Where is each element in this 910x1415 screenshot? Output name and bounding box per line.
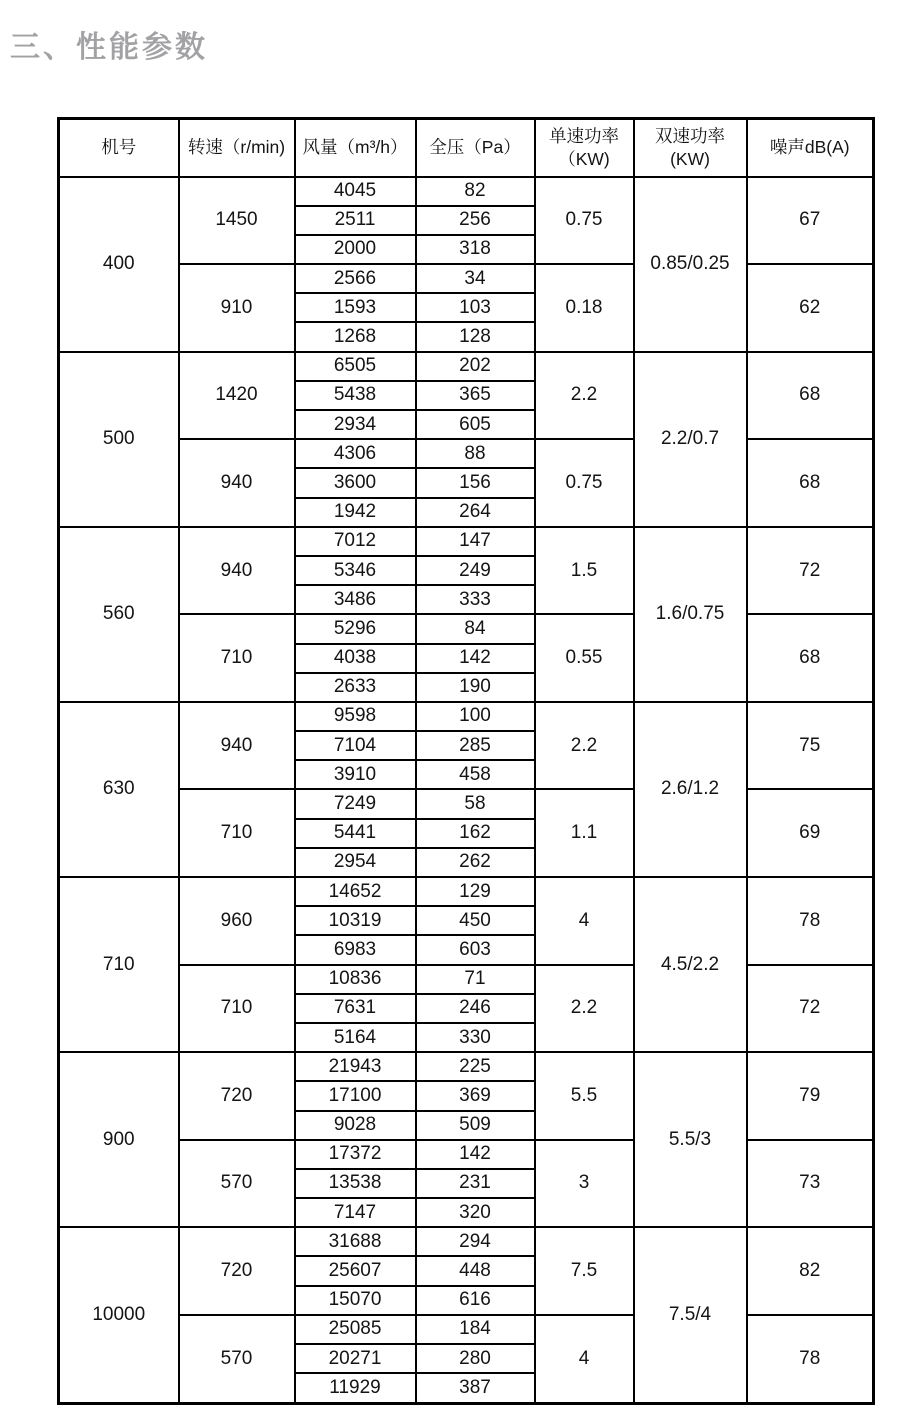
speed-cell: 720: [179, 1227, 295, 1315]
single-speed-power-cell: 4: [535, 1315, 634, 1404]
airflow-cell: 5441: [295, 819, 416, 848]
column-header-label: 噪声dB(A): [769, 137, 850, 158]
pressure-cell: 128: [416, 322, 535, 351]
speed-cell: 1420: [179, 352, 295, 440]
airflow-cell: 7012: [295, 527, 416, 556]
table-row: [59, 177, 874, 206]
pressure-cell: 330: [416, 1023, 535, 1052]
noise-cell: 82: [747, 1227, 874, 1315]
single-speed-power-cell: 5.5: [535, 1052, 634, 1140]
table-row: [59, 439, 874, 468]
table-row: [59, 1227, 874, 1256]
single-speed-power-cell: 2.2: [535, 965, 634, 1053]
airflow-cell: 31688: [295, 1227, 416, 1256]
table-row: [59, 702, 874, 731]
pressure-cell: 58: [416, 789, 535, 818]
pressure-cell: 162: [416, 819, 535, 848]
column-header-label-line2: （KW): [558, 148, 610, 169]
dual-speed-power-cell: 0.85/0.25: [634, 177, 747, 352]
pressure-cell: 142: [416, 1140, 535, 1169]
airflow-cell: 10836: [295, 965, 416, 994]
single-speed-power-cell: 1.1: [535, 789, 634, 877]
airflow-cell: 2511: [295, 206, 416, 235]
dual-speed-power-cell: 5.5/3: [634, 1052, 747, 1227]
single-speed-power-cell: 4: [535, 877, 634, 965]
pressure-cell: 318: [416, 235, 535, 264]
airflow-cell: 2954: [295, 848, 416, 877]
model-cell: 710: [59, 877, 179, 1052]
column-header: [416, 119, 535, 177]
pressure-cell: 142: [416, 644, 535, 673]
column-header: [179, 119, 295, 177]
airflow-cell: 2566: [295, 264, 416, 293]
pressure-cell: 184: [416, 1315, 535, 1344]
pressure-cell: 246: [416, 994, 535, 1023]
performance-parameters-table: [57, 117, 875, 1405]
pressure-cell: 458: [416, 760, 535, 789]
table-body: [59, 177, 874, 1404]
pressure-cell: 280: [416, 1344, 535, 1373]
pressure-cell: 147: [416, 527, 535, 556]
model-cell: 900: [59, 1052, 179, 1227]
column-header-label: 双速功率: [655, 126, 725, 146]
speed-cell: 960: [179, 877, 295, 965]
pressure-cell: 71: [416, 965, 535, 994]
noise-cell: 62: [747, 264, 874, 352]
airflow-cell: 4045: [295, 177, 416, 206]
airflow-cell: 4038: [295, 644, 416, 673]
page-title: 三、性能参数: [10, 31, 208, 64]
table-row: [59, 614, 874, 643]
pressure-cell: 320: [416, 1198, 535, 1227]
airflow-cell: 2633: [295, 673, 416, 702]
model-cell: 560: [59, 527, 179, 702]
noise-cell: 78: [747, 1315, 874, 1404]
speed-cell: 710: [179, 614, 295, 702]
noise-cell: 69: [747, 789, 874, 877]
dual-speed-power-cell: 2.2/0.7: [634, 352, 747, 527]
pressure-cell: 264: [416, 498, 535, 527]
speed-cell: 910: [179, 264, 295, 352]
speed-cell: 940: [179, 702, 295, 790]
single-speed-power-cell: 3: [535, 1140, 634, 1228]
pressure-cell: 84: [416, 614, 535, 643]
airflow-cell: 5164: [295, 1023, 416, 1052]
single-speed-power-cell: 2.2: [535, 702, 634, 790]
airflow-cell: 13538: [295, 1169, 416, 1198]
table-row: [59, 1052, 874, 1081]
speed-cell: 570: [179, 1140, 295, 1228]
speed-cell: 1450: [179, 177, 295, 265]
airflow-cell: 3910: [295, 760, 416, 789]
pressure-cell: 262: [416, 848, 535, 877]
header-row: [59, 119, 874, 177]
airflow-cell: 7249: [295, 789, 416, 818]
noise-cell: 68: [747, 614, 874, 702]
airflow-cell: 17372: [295, 1140, 416, 1169]
speed-cell: 710: [179, 789, 295, 877]
noise-cell: 68: [747, 439, 874, 527]
airflow-cell: 1593: [295, 293, 416, 322]
dual-speed-power-cell: 1.6/0.75: [634, 527, 747, 702]
pressure-cell: 249: [416, 556, 535, 585]
pressure-cell: 103: [416, 293, 535, 322]
airflow-cell: 20271: [295, 1344, 416, 1373]
single-speed-power-cell: 1.5: [535, 527, 634, 615]
speed-cell: 710: [179, 965, 295, 1053]
airflow-cell: 5438: [295, 381, 416, 410]
pressure-cell: 450: [416, 906, 535, 935]
table-header: [59, 119, 874, 177]
table-row: [59, 789, 874, 818]
airflow-cell: 15070: [295, 1286, 416, 1315]
airflow-cell: 7631: [295, 994, 416, 1023]
table-row: [59, 1315, 874, 1344]
single-speed-power-cell: 0.75: [535, 439, 634, 527]
model-cell: 10000: [59, 1227, 179, 1403]
airflow-cell: 5346: [295, 556, 416, 585]
airflow-cell: 14652: [295, 877, 416, 906]
airflow-cell: 2934: [295, 410, 416, 439]
single-speed-power-cell: 2.2: [535, 352, 634, 440]
dual-speed-power-cell: 4.5/2.2: [634, 877, 747, 1052]
column-header: [535, 119, 634, 177]
pressure-cell: 202: [416, 352, 535, 381]
table-row: [59, 264, 874, 293]
airflow-cell: 25607: [295, 1256, 416, 1285]
column-header: [295, 119, 416, 177]
table-row: [59, 1140, 874, 1169]
pressure-cell: 156: [416, 468, 535, 497]
airflow-cell: 1942: [295, 498, 416, 527]
airflow-cell: 25085: [295, 1315, 416, 1344]
pressure-cell: 365: [416, 381, 535, 410]
column-header-label-line2: (KW): [670, 148, 710, 169]
column-header-label: 全压（Pa）: [429, 137, 521, 158]
airflow-cell: 5296: [295, 614, 416, 643]
pressure-cell: 82: [416, 177, 535, 206]
airflow-cell: 1268: [295, 322, 416, 351]
noise-cell: 73: [747, 1140, 874, 1228]
model-cell: 500: [59, 352, 179, 527]
airflow-cell: 11929: [295, 1373, 416, 1403]
pressure-cell: 448: [416, 1256, 535, 1285]
speed-cell: 570: [179, 1315, 295, 1404]
noise-cell: 79: [747, 1052, 874, 1140]
airflow-cell: 9028: [295, 1111, 416, 1140]
table-row: [59, 352, 874, 381]
pressure-cell: 387: [416, 1373, 535, 1403]
pressure-cell: 231: [416, 1169, 535, 1198]
noise-cell: 72: [747, 965, 874, 1053]
airflow-cell: 10319: [295, 906, 416, 935]
noise-cell: 75: [747, 702, 874, 790]
airflow-cell: 17100: [295, 1081, 416, 1110]
column-header: [59, 119, 179, 177]
noise-cell: 67: [747, 177, 874, 265]
pressure-cell: 129: [416, 877, 535, 906]
speed-cell: 940: [179, 527, 295, 615]
single-speed-power-cell: 0.55: [535, 614, 634, 702]
column-header-label: 单速功率: [549, 126, 619, 146]
noise-cell: 78: [747, 877, 874, 965]
column-header-label: 转速（r/min): [187, 137, 286, 158]
dual-speed-power-cell: 2.6/1.2: [634, 702, 747, 877]
noise-cell: 68: [747, 352, 874, 440]
airflow-cell: 6505: [295, 352, 416, 381]
pressure-cell: 256: [416, 206, 535, 235]
model-cell: 400: [59, 177, 179, 352]
single-speed-power-cell: 0.75: [535, 177, 634, 265]
dual-speed-power-cell: 7.5/4: [634, 1227, 747, 1403]
airflow-cell: 3600: [295, 468, 416, 497]
pressure-cell: 34: [416, 264, 535, 293]
pressure-cell: 333: [416, 585, 535, 614]
column-header: [634, 119, 747, 177]
column-header-label: 机号: [101, 137, 137, 158]
pressure-cell: 369: [416, 1081, 535, 1110]
single-speed-power-cell: 0.18: [535, 264, 634, 352]
model-cell: 630: [59, 702, 179, 877]
pressure-cell: 605: [416, 410, 535, 439]
airflow-cell: 7147: [295, 1198, 416, 1227]
table-row: [59, 877, 874, 906]
pressure-cell: 88: [416, 439, 535, 468]
pressure-cell: 100: [416, 702, 535, 731]
airflow-cell: 6983: [295, 935, 416, 964]
speed-cell: 940: [179, 439, 295, 527]
table-row: [59, 527, 874, 556]
pressure-cell: 294: [416, 1227, 535, 1256]
speed-cell: 720: [179, 1052, 295, 1140]
column-header-label: 风量（m³/h）: [302, 137, 408, 158]
airflow-cell: 9598: [295, 702, 416, 731]
pressure-cell: 285: [416, 731, 535, 760]
table-row: [59, 965, 874, 994]
airflow-cell: 4306: [295, 439, 416, 468]
airflow-cell: 7104: [295, 731, 416, 760]
airflow-cell: 3486: [295, 585, 416, 614]
pressure-cell: 190: [416, 673, 535, 702]
pressure-cell: 225: [416, 1052, 535, 1081]
noise-cell: 72: [747, 527, 874, 615]
single-speed-power-cell: 7.5: [535, 1227, 634, 1315]
pressure-cell: 616: [416, 1286, 535, 1315]
pressure-cell: 509: [416, 1111, 535, 1140]
airflow-cell: 21943: [295, 1052, 416, 1081]
airflow-cell: 2000: [295, 235, 416, 264]
pressure-cell: 603: [416, 935, 535, 964]
column-header: [747, 119, 874, 177]
